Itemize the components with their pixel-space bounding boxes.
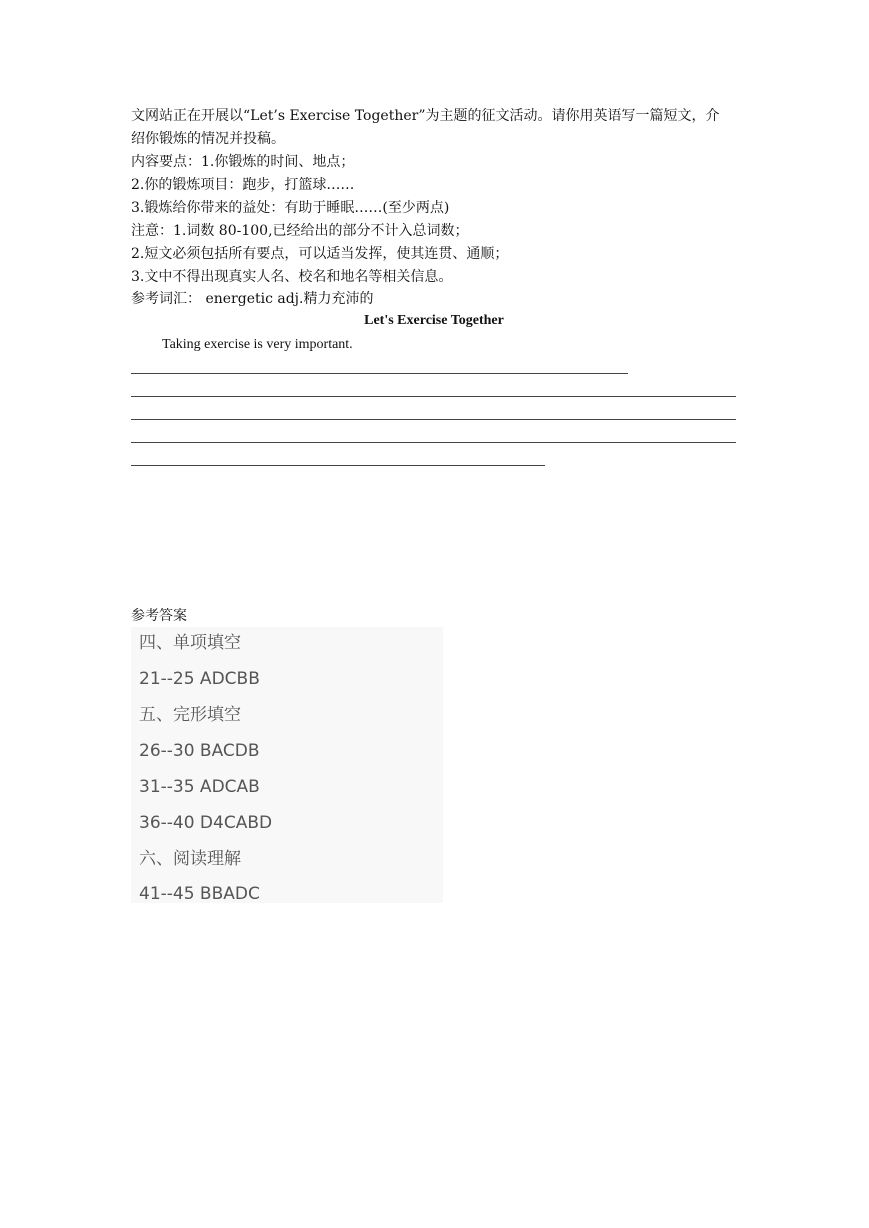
content-point-3: 3.锻炼给你带来的益处：有助于睡眠……(至少两点) (131, 200, 450, 216)
content-point-2: 2.你的锻炼项目：跑步，打篮球…… (131, 177, 355, 193)
writing-line-2 (131, 396, 736, 397)
writing-line-5 (131, 465, 545, 466)
content-points-heading: 内容要点：1.你锻炼的时间、地点； (131, 154, 355, 170)
note-3: 3.文中不得出现真实人名、校名和地名等相关信息。 (131, 269, 453, 285)
answer-row: 21--25 ADCBB (139, 669, 260, 689)
writing-line-4 (131, 442, 736, 443)
prompt-line-1: 文网站正在开展以“Let’s Exercise Together”为主题的征文活动。请你用英语写一篇短文，介 (131, 108, 720, 124)
notes-heading: 注意：1.词数 80-100,已经给出的部分不计入总词数； (131, 223, 469, 239)
prompt-line-2: 绍你锻炼的情况并投稿。 (131, 131, 285, 147)
answer-row: 41--45 BBADC (139, 884, 260, 904)
answer-row: 26--30 BACDB (139, 741, 260, 761)
writing-line-1 (131, 373, 628, 374)
answer-section-cloze: 五、完形填空 (139, 705, 241, 725)
essay-opening-sentence: Taking exercise is very important. (162, 337, 353, 352)
essay-title: Let's Exercise Together (364, 313, 504, 328)
note-2: 2.短文必须包括所有要点，可以适当发挥，使其连贯、通顺； (131, 246, 509, 262)
answer-section-single-choice: 四、单项填空 (139, 633, 241, 653)
answers-heading: 参考答案 (131, 608, 187, 624)
writing-line-3 (131, 419, 736, 420)
vocabulary-hint: 参考词汇： energetic adj.精力充沛的 (131, 291, 374, 307)
answer-row: 36--40 D4CABD (139, 813, 273, 833)
answer-key-image (131, 627, 443, 903)
answer-section-reading: 六、阅读理解 (139, 849, 241, 869)
answer-row: 31--35 ADCAB (139, 777, 260, 797)
